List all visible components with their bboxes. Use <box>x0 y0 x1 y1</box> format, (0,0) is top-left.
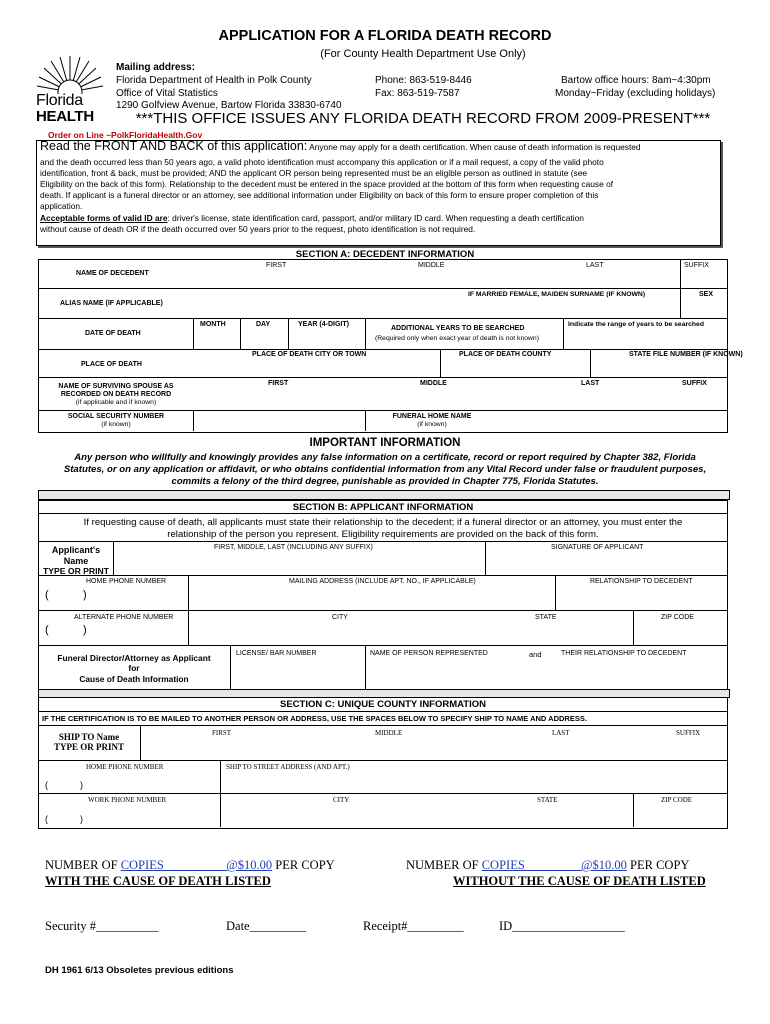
label-spouse-last: LAST <box>581 380 600 387</box>
label-first: FIRST <box>266 262 287 269</box>
office-hours: Bartow office hours: 8am~4:30pm <box>561 75 711 86</box>
label-ship-to-name: SHIP TO Name <box>58 732 120 742</box>
divider-bar <box>38 490 730 500</box>
valid-id-heading: Acceptable forms of valid ID are <box>40 213 168 223</box>
copies-without-cause: NUMBER OF COPIES_________@$10.00 PER COPY <box>406 858 690 872</box>
label-maiden-surname: IF MARRIED FEMALE, MAIDEN SURNAME (IF KNOWN) <box>468 291 646 298</box>
important-line-1: Any person who willfully and knowingly provides any false information on a certificate, record or report required by Chapter 382, Florida <box>74 452 696 463</box>
section-b-note-1: If requesting cause of death, all applicants must state their relationship to the decedent; if a funeral director or an attorney, you must enter the <box>83 517 683 528</box>
label-name-fields: FIRST, MIDDLE, LAST (INCLUDING ANY SUFFIX) <box>214 544 373 551</box>
label-ship-work-phone: WORK PHONE NUMBER <box>88 796 167 804</box>
label-license-bar: LICENSE/ BAR NUMBER <box>236 650 317 657</box>
label-and: and <box>529 650 542 659</box>
section-b-note-2: relationship of the person you represent. Eligibility requirements are provided on the back of this form. <box>167 529 599 540</box>
intro-line-7 <box>40 213 584 224</box>
office-days: Monday~Friday (excluding holidays) <box>555 88 716 99</box>
label-ship-first: FIRST <box>212 729 232 737</box>
label-last: LAST <box>586 262 604 269</box>
receipt-field[interactable]: Receipt#_________ <box>363 919 464 933</box>
address-line-1: Florida Department of Health in Polk County <box>116 75 312 86</box>
label-year: YEAR (4-DIGIT) <box>298 321 349 328</box>
label-spouse-2: RECORDED ON DEATH RECORD <box>60 391 172 398</box>
label-state-file-number: STATE FILE NUMBER (IF KNOWN) <box>629 351 743 358</box>
label-funeral-home: FUNERAL HOME NAME <box>392 413 472 420</box>
copies-with-cause-sub: WITH THE CAUSE OF DEATH LISTED <box>45 874 271 888</box>
intro-line-1-rest: Anyone may apply for a death certification. When cause of death information is requested <box>309 142 641 152</box>
applicant-signature-field[interactable] <box>487 553 725 573</box>
office-fax: Fax: 863-519-7587 <box>375 88 460 99</box>
label-zip: ZIP CODE <box>661 614 694 621</box>
address-line-2: Office of Vital Statistics <box>116 88 218 99</box>
label-alt-phone: ALTERNATE PHONE NUMBER <box>74 614 174 621</box>
label-fd-cause: Cause of Death Information <box>79 674 189 684</box>
intro-line-6: application. <box>40 201 83 211</box>
copies-without-cause-sub: WITHOUT THE CAUSE OF DEATH LISTED <box>453 874 706 888</box>
mailing-label: Mailing address: <box>116 62 195 73</box>
address-line-3: 1290 Golfview Avenue, Bartow Florida 33830-6740 <box>116 100 342 111</box>
label-spouse-3: (if applicable and if known) <box>75 399 157 406</box>
decedent-name-field[interactable] <box>40 272 190 286</box>
label-ship-middle: MIDDLE <box>375 729 403 737</box>
label-person-represented: NAME OF PERSON REPRESENTED <box>370 650 488 657</box>
issue-banner: ***THIS OFFICE ISSUES ANY FLORIDA DEATH RECORD FROM 2009-PRESENT*** <box>135 110 711 127</box>
ship-street-field[interactable] <box>222 772 724 791</box>
copies-without-cause-input[interactable]: COPIES_________@$10.00 <box>481 858 627 872</box>
label-ship-home-phone: HOME PHONE NUMBER <box>86 763 164 771</box>
label-funeral-home-note: (if known) <box>417 421 447 428</box>
label-ship-street: SHIP TO STREET ADDRESS (AND APT.) <box>226 763 350 771</box>
section-c-title: SECTION C: UNIQUE COUNTY INFORMATION <box>279 699 486 710</box>
alt-phone-field[interactable] <box>40 623 186 643</box>
logo-word-florida: Florida <box>36 92 83 109</box>
logo-word-health: HEALTH <box>36 108 94 125</box>
intro-line-8: without cause of death OR if the death occurred over 50 years prior to the request, photo identification is not required. <box>40 224 476 234</box>
copies-with-cause-input[interactable]: COPIES__________@$10.00 <box>120 858 273 872</box>
label-ship-state: STATE <box>537 796 558 804</box>
important-line-2: Statutes, or on any application or affidavit, or who obtains confidential information from any Vital Record under false or fraudulent purposes, <box>63 464 707 475</box>
label-state: STATE <box>535 614 557 621</box>
intro-box <box>36 140 721 246</box>
label-home-phone: HOME PHONE NUMBER <box>86 578 167 585</box>
id-field[interactable]: ID__________________ <box>499 919 625 933</box>
label-additional-years: ADDITIONAL YEARS TO BE SEARCHED <box>391 325 525 332</box>
ship-to-name-field[interactable] <box>142 738 724 758</box>
label-day: DAY <box>256 321 271 328</box>
section-b-title: SECTION B: APPLICANT INFORMATION <box>292 502 474 513</box>
security-field[interactable]: Security #__________ <box>45 919 159 933</box>
important-line-3: commits a felony of the third degree, punishable as provided in Chapter 775, Florida Statutes. <box>171 476 599 487</box>
label-alias-name: ALIAS NAME (IF APPLICABLE) <box>60 300 163 307</box>
label-spouse-middle: MIDDLE <box>420 380 447 387</box>
label-ship-zip: ZIP CODE <box>661 796 693 804</box>
page-subtitle: (For County Health Department Use Only) <box>320 48 526 60</box>
applicant-name-field[interactable] <box>115 553 483 573</box>
intro-line-2: and the death occurred less than 50 years ago, a valid photo identification must accompany this application or if a mail request, a copy of the valid photo <box>40 157 604 167</box>
home-phone-area-open: ( <box>45 589 49 601</box>
label-city: CITY <box>332 614 348 621</box>
sunburst-icon <box>36 54 104 94</box>
label-ship-to-type-print: TYPE OR PRINT <box>53 742 124 752</box>
label-applicant-name: Name <box>63 556 89 566</box>
intro-line-5: death. If applicant is a funeral director or an attorney, see additional information under Eligibility on back of this form to ensure proper completion of this <box>40 190 599 200</box>
label-place-county: PLACE OF DEATH COUNTY <box>459 351 552 358</box>
label-place-city: PLACE OF DEATH CITY OR TOWN <box>252 351 367 358</box>
page-title: APPLICATION FOR A FLORIDA DEATH RECORD <box>218 28 552 44</box>
label-ship-suffix: SUFFIX <box>676 729 701 737</box>
label-relationship: RELATIONSHIP TO DECEDENT <box>590 578 693 585</box>
label-middle: MIDDLE <box>418 262 445 269</box>
label-spouse-suffix: SUFFIX <box>682 380 707 387</box>
intro-line-4: Eligibility on the back of this form). Relationship to the decedent must be entered in the space provided at the bottom of this form when requesting cause of <box>40 179 614 189</box>
label-ship-last: LAST <box>552 729 570 737</box>
alt-phone-area-close: ) <box>83 624 87 636</box>
label-additional-years-note: (Required only when exact year of death is not known) <box>375 335 539 342</box>
section-c-note: IF THE CERTIFICATION IS TO BE MAILED TO ANOTHER PERSON OR ADDRESS, USE THE SPACES BELOW TO SPECIFY SHIP TO NAME AND ADDRESS. <box>42 714 587 723</box>
label-ship-city: CITY <box>333 796 350 804</box>
form-number: DH 1961 6/13 Obsoletes previous editions <box>45 965 234 976</box>
home-phone-area-close: ) <box>83 589 87 601</box>
intro-line-1 <box>40 141 641 153</box>
label-fd-for: for <box>128 663 140 673</box>
home-phone-field[interactable] <box>40 588 186 608</box>
label-date-of-death: DATE OF DEATH <box>85 330 141 337</box>
label-name-of-decedent: NAME OF DECEDENT <box>76 270 149 277</box>
label-suffix: SUFFIX <box>684 262 709 269</box>
label-spouse-first: FIRST <box>268 380 289 387</box>
label-ssn-note: (if known) <box>101 421 131 428</box>
label-type-or-print: TYPE OR PRINT <box>43 566 109 576</box>
label-month: MONTH <box>200 321 226 328</box>
label-place-of-death: PLACE OF DEATH <box>81 361 142 368</box>
label-ssn: SOCIAL SECURITY NUMBER <box>67 413 165 420</box>
office-phone: Phone: 863-519-8446 <box>375 75 472 86</box>
ship-home-phone-close: ) <box>80 780 83 790</box>
section-a-title: SECTION A: DECEDENT INFORMATION <box>295 249 475 260</box>
ship-work-phone-open: ( <box>45 814 48 824</box>
ship-home-phone-open: ( <box>45 780 48 790</box>
date-field[interactable]: Date_________ <box>226 919 306 933</box>
order-online-link[interactable]: Order on Line ~PolkFloridaHealth.Gov <box>48 130 203 140</box>
ship-work-phone-close: ) <box>80 814 83 824</box>
alt-phone-area-open: ( <box>45 624 49 636</box>
intro-line-3: identification, front & back, must be provided; AND the applicant OR person being represented must be an eligible person as outlined in statute (see <box>40 168 588 178</box>
label-fd-attorney: Funeral Director/Attorney as Applicant <box>57 653 211 663</box>
label-applicant: Applicant's <box>51 545 101 555</box>
label-mailing-address: MAILING ADDRESS (INCLUDE APT. NO., IF APPLICABLE) <box>289 578 476 585</box>
valid-id-list: : driver's license, state identification card, passport, and/or military ID card. When requesting a death certification <box>167 213 584 223</box>
label-signature: SIGNATURE OF APPLICANT <box>551 544 644 551</box>
important-title: IMPORTANT INFORMATION <box>309 437 461 449</box>
label-spouse-1: NAME OF SURVIVING SPOUSE AS <box>58 383 174 390</box>
label-range-of-years: Indicate the range of years to be searched <box>568 321 704 328</box>
label-their-relationship: THEIR RELATIONSHIP TO DECEDENT <box>561 650 687 657</box>
intro-lead: Read the FRONT AND BACK of this application: <box>40 139 308 153</box>
label-sex: SEX <box>699 291 714 298</box>
copies-with-cause: NUMBER OF COPIES__________@$10.00 PER COPY <box>45 858 335 872</box>
